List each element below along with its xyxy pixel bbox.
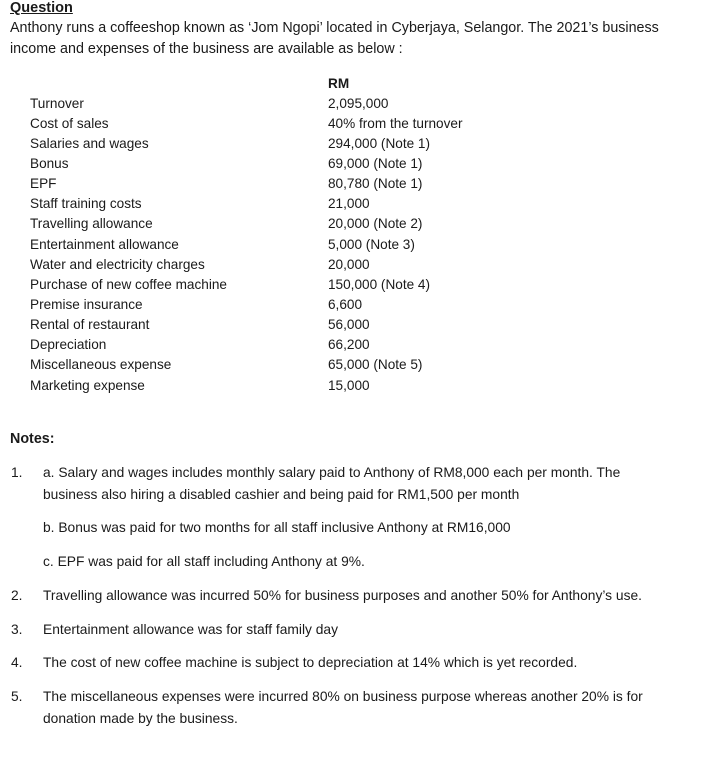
row-label: Turnover [30,96,84,111]
note-number: 5. [11,689,23,704]
note-3: Entertainment allowance was for staff family day [43,622,338,637]
row-label: Miscellaneous expense [30,357,172,372]
note-4: The cost of new coffee machine is subject to depreciation at 14% which is yet recorded. [43,655,578,670]
row-label: Marketing expense [30,378,145,393]
note-number: 2. [11,588,23,603]
row-label: Bonus [30,156,69,171]
intro-line-2: income and expenses of the business are available as below : [10,41,403,57]
row-value: 2,095,000 [328,96,389,111]
note-1a-line-1: a. Salary and wages includes monthly salary paid to Anthony of RM8,000 each per month. The [43,465,621,480]
row-value: 150,000 (Note 4) [328,277,431,292]
row-label: Entertainment allowance [30,237,179,252]
intro-line-1: Anthony runs a coffeeshop known as ‘Jom Ngopi’ located in Cyberjaya, Selangor. The 2021’s business [10,20,659,36]
row-value: 40% from the turnover [328,116,463,131]
note-number: 4. [11,655,23,670]
row-label: Staff training costs [30,196,142,211]
note-number: 1. [11,465,23,480]
note-5-line-1: The miscellaneous expenses were incurred 80% on business purpose whereas another 20% is for [43,689,643,704]
row-label: Rental of restaurant [30,317,150,332]
row-label: Salaries and wages [30,136,149,151]
row-value: 15,000 [328,378,370,393]
row-value: 69,000 (Note 1) [328,156,423,171]
notes-title: Notes: [10,431,55,447]
row-value: 20,000 [328,257,370,272]
question-heading: Question [10,0,73,16]
note-1a-line-2: business also hiring a disabled cashier and being paid for RM1,500 per month [43,487,520,502]
row-label: Purchase of new coffee machine [30,277,227,292]
row-label: Premise insurance [30,297,143,312]
row-label: Depreciation [30,337,107,352]
row-label: Cost of sales [30,116,109,131]
row-value: 66,200 [328,337,370,352]
row-value: 6,600 [328,297,363,312]
row-value: 21,000 [328,196,370,211]
row-label: EPF [30,176,57,191]
row-value: 80,780 (Note 1) [328,176,423,191]
row-label: Travelling allowance [30,216,153,231]
row-value: 65,000 (Note 5) [328,357,423,372]
note-5-line-2: donation made by the business. [43,711,238,726]
row-value: 294,000 (Note 1) [328,136,431,151]
row-value: 20,000 (Note 2) [328,216,423,231]
note-number: 3. [11,622,23,637]
note-1c: c. EPF was paid for all staff including Anthony at 9%. [43,554,365,569]
row-value: 5,000 (Note 3) [328,237,415,252]
note-2: Travelling allowance was incurred 50% for business purposes and another 50% for Anthony’s use. [43,588,642,603]
row-value: 56,000 [328,317,370,332]
currency-header: RM [328,76,350,91]
row-label: Water and electricity charges [30,257,205,272]
note-1b: b. Bonus was paid for two months for all staff inclusive Anthony at RM16,000 [43,520,511,535]
